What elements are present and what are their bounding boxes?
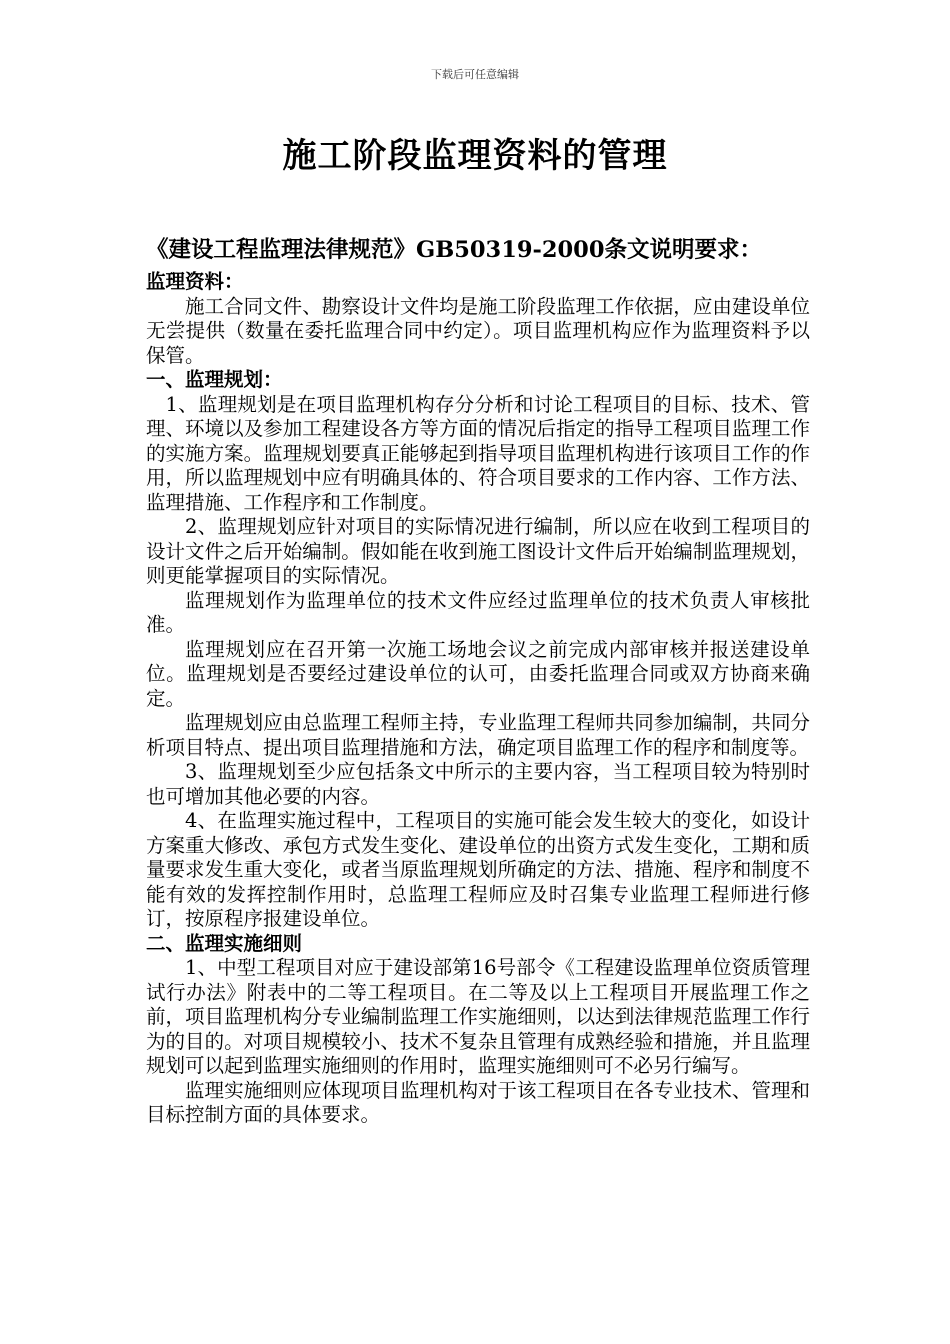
section-heading-implementation: 二、监理实施细则 (146, 931, 303, 955)
paragraph: 监理规划应在召开第一次施工场地会议之前完成内部审核并报送建设单位。监理规划是否要经过建设单位的认可，由委托监理合同或双方协商来确定。 (146, 637, 810, 710)
paragraph: 1、监理规划是在项目监理机构存分分析和讨论工程项目的目标、技术、管理、环境以及参加工程建设各方等方面的情况后指定的指导工程项目监理工作的实施方案。监理规划要真正能够起到指导项目监理机构进行该项目工作的作用，所以监理规划中应有明确具体的、符合项目要求的工作内容、工作方法、监理措施、工作程序和工作制度。 (146, 392, 810, 514)
section-heading-planning: 一、监理规划： (146, 368, 283, 391)
header-note: 下载后可任意编辑 (431, 68, 519, 81)
paragraph: 2、监理规划应针对项目的实际情况进行编制，所以应在收到工程项目的设计文件之后开始编制。假如能在收到施工图设计文件后开始编制监理规划，则更能掌握项目的实际情况。 (146, 515, 810, 587)
paragraph: 4、在监理实施过程中，工程项目的实施可能会发生较大的变化，如设计方案重大修改、承包方式发生变化、建设单位的出资方式发生变化，工期和质量要求发生重大变化，或者当原监理规划所确定的方法、措施、程序和制度不能有效的发挥控制作用时，总监理工程师应及时召集专业监理工程师进行修订，按原程序报建设单位。 (146, 809, 810, 930)
section-heading-materials: 监理资料： (146, 270, 244, 293)
paragraph: 监理实施细则应体现项目监理机构对于该工程项目在各专业技术、管理和目标控制方面的具体要求。 (146, 1078, 810, 1126)
paragraph: 3、监理规划至少应包括条文中所示的主要内容，当工程项目较为特别时也可增加其他必要的内容。 (146, 760, 810, 808)
document-subtitle: 《建设工程监理法律规范》GB50319-2000条文说明要求： (146, 237, 762, 263)
paragraph: 施工合同文件、勘察设计文件均是施工阶段监理工作依据，应由建设单位无尝提供（数量在委托监理合同中约定）。项目监理机构应作为监理资料予以保管。 (146, 294, 810, 367)
paragraph: 监理规划应由总监理工程师主持，专业监理工程师共同参加编制，共同分析项目特点、提出项目监理措施和方法，确定项目监理工作的程序和制度等。 (146, 711, 810, 759)
paragraph: 监理规划作为监理单位的技术文件应经过监理单位的技术负责人审核批准。 (146, 588, 810, 636)
paragraph: 1、中型工程项目对应于建设部第16号部令《工程建设监理单位资质管理试行办法》附表中的二等工程项目。在二等及以上工程项目开展监理工作之前，项目监理机构分专业编制监理工作实施细则，以达到法律规范监理工作行为的目的。对项目规模较小、技术不复杂且管理有成熟经验和措施，并且监理规划可以起到监理实施细则的作用时，监理实施细则可不必另行编写。 (146, 956, 810, 1077)
page-title: 施工阶段监理资料的管理 (282, 136, 668, 176)
document-body (146, 270, 810, 1128)
